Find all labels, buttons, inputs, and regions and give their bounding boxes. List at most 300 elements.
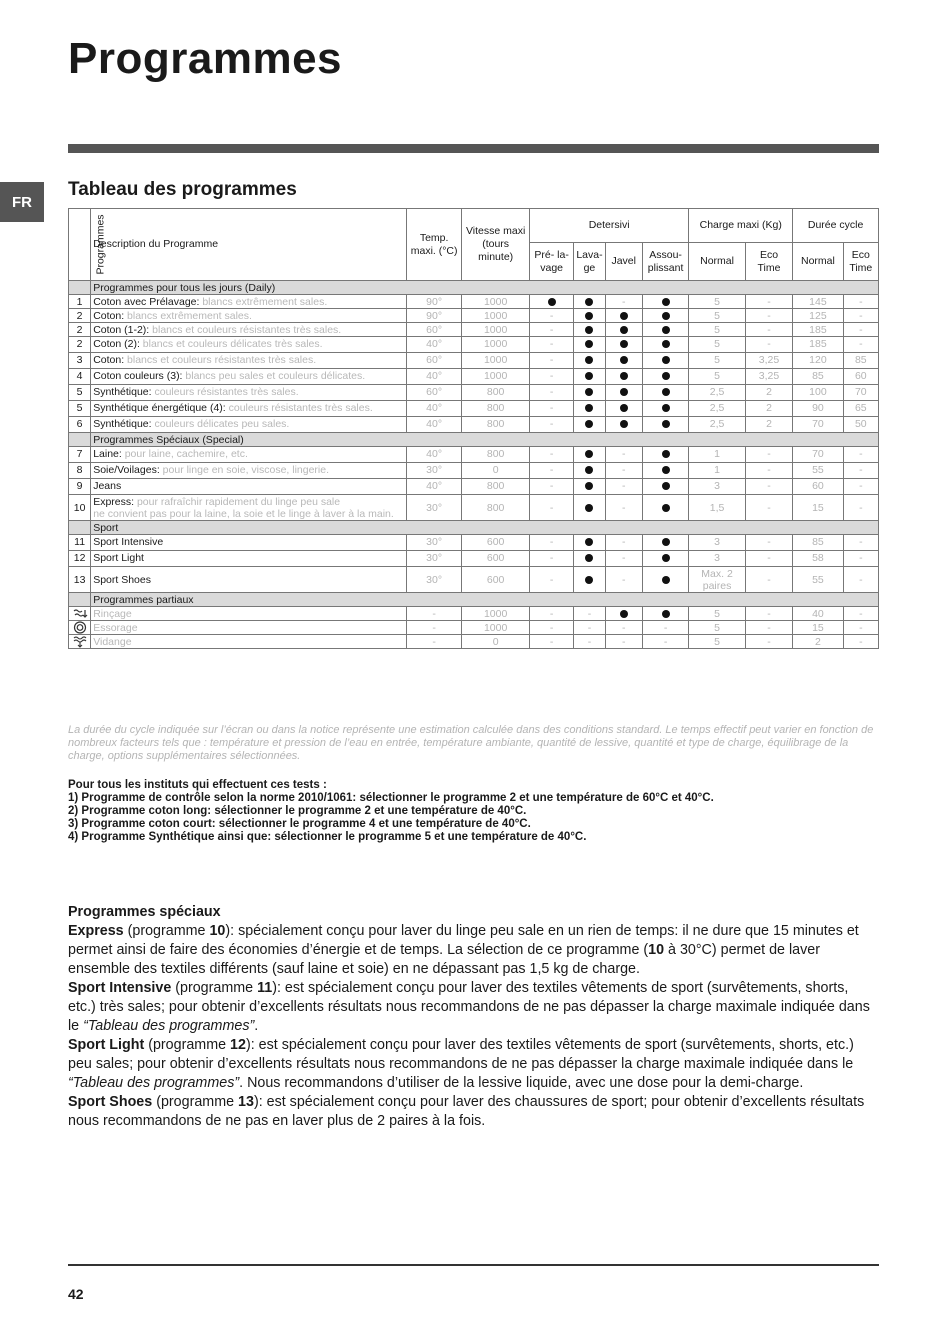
duree-eco-cell: 60 <box>843 369 878 385</box>
assouplissant-cell <box>642 401 688 417</box>
duree-normal-cell: 40 <box>793 607 843 621</box>
tests-block <box>68 779 879 844</box>
speed-cell: 0 <box>462 463 530 479</box>
duree-normal-cell: 185 <box>793 337 843 353</box>
duree-normal-cell: 15 <box>793 495 843 521</box>
program-number: 6 <box>69 417 91 433</box>
program-detail: blancs extrêmement sales. <box>202 295 328 308</box>
assouplissant-cell <box>642 479 688 495</box>
bullet-icon <box>620 356 628 364</box>
program-name: Coton: <box>93 354 125 366</box>
bullet-icon <box>585 450 593 458</box>
duree-eco-cell: 70 <box>843 385 878 401</box>
temp-cell: 30° <box>406 463 461 479</box>
program-number: 2 <box>69 337 91 353</box>
javel-cell: - <box>605 567 642 593</box>
charge-normal-header: Normal <box>689 243 745 281</box>
javel-cell: - <box>605 621 642 635</box>
program-name: Coton avec Prélavage: <box>93 295 200 308</box>
bullet-icon <box>585 420 593 428</box>
charge-line: paires <box>702 579 732 592</box>
bullet-icon <box>662 554 670 562</box>
lavage-cell <box>574 323 605 337</box>
table-row <box>69 479 879 495</box>
duree-normal-cell: 85 <box>793 535 843 551</box>
table-row <box>69 447 879 463</box>
charge-normal-cell: 2,5 <box>689 385 745 401</box>
duree-eco-cell: 85 <box>843 353 878 369</box>
programmes-header: Programmes <box>69 209 91 281</box>
javel-cell: - <box>605 495 642 521</box>
programmes-table <box>68 208 879 649</box>
special-programs <box>68 903 880 1131</box>
temp-header: Temp. maxi. (°C) <box>406 209 461 281</box>
table-row <box>69 463 879 479</box>
bullet-icon <box>585 504 593 512</box>
temp-cell: 60° <box>406 385 461 401</box>
prelavage-cell: - <box>529 369 573 385</box>
program-description <box>91 385 407 401</box>
program-detail: couleurs résistantes très sales. <box>228 402 373 414</box>
charge-normal-cell: 2,5 <box>689 401 745 417</box>
speed-cell: 800 <box>462 447 530 463</box>
assouplissant-cell <box>642 551 688 567</box>
charge-normal-cell: 5 <box>689 635 745 649</box>
program-name: Express: <box>93 495 135 508</box>
program-description <box>91 551 407 567</box>
program-detail: ne convient pas pour la laine, la soie et le linge à laver à la main. <box>93 507 394 520</box>
program-detail: couleurs résistantes très sales. <box>154 386 299 398</box>
program-name: Laine: <box>93 448 122 460</box>
prelavage-cell: - <box>529 323 573 337</box>
table-row <box>69 309 879 323</box>
description-header: Description du Programme <box>91 209 407 281</box>
assouplissant-cell <box>642 337 688 353</box>
temp-cell: 30° <box>406 495 461 521</box>
duree-eco-cell: 65 <box>843 401 878 417</box>
charge-normal-cell: 1,5 <box>689 495 745 521</box>
assouplissant-cell <box>642 295 688 309</box>
duree-normal-cell: 145 <box>793 295 843 309</box>
charge-eco-cell: 2 <box>745 401 792 417</box>
test-item: 2) Programme coton long: sélectionner le programme 2 et une température de 40°C. <box>68 805 527 817</box>
bullet-icon <box>620 420 628 428</box>
duree-eco-cell: - <box>843 447 878 463</box>
temp-cell: 40° <box>406 447 461 463</box>
table-row <box>69 337 879 353</box>
duree-normal-header: Normal <box>793 243 843 281</box>
table-row <box>69 567 879 593</box>
javel-cell <box>605 401 642 417</box>
duree-normal-cell: 70 <box>793 447 843 463</box>
charge-normal-cell: 3 <box>689 535 745 551</box>
charge-header: Charge maxi (Kg) <box>689 209 793 243</box>
prelavage-cell: - <box>529 479 573 495</box>
speed-header: Vitesse maxi (tours minute) <box>462 209 530 281</box>
javel-cell: - <box>605 463 642 479</box>
assouplissant-cell <box>642 535 688 551</box>
lavage-cell: - <box>574 635 605 649</box>
assouplissant-cell <box>642 607 688 621</box>
bullet-icon <box>585 466 593 474</box>
bullet-icon <box>620 388 628 396</box>
assouplissant-cell <box>642 385 688 401</box>
assouplissant-cell <box>642 463 688 479</box>
program-name: Essorage <box>91 621 407 635</box>
temp-cell: - <box>406 621 461 635</box>
bullet-icon <box>662 388 670 396</box>
duree-normal-cell: 55 <box>793 463 843 479</box>
program-name: Rinçage <box>91 607 407 621</box>
program-name: Soie/Voilages: <box>93 464 160 476</box>
speed-cell: 1000 <box>462 337 530 353</box>
program-name: Coton: <box>93 309 125 322</box>
speed-cell: 1000 <box>462 369 530 385</box>
temp-cell: 40° <box>406 337 461 353</box>
lavage-cell <box>574 369 605 385</box>
program-description <box>91 479 407 495</box>
charge-normal-cell: 5 <box>689 369 745 385</box>
assouplissant-cell <box>642 323 688 337</box>
bullet-icon <box>585 340 593 348</box>
intensive-paragraph: Sport Intensive (programme 11): est spécialement conçu pour laver des textiles vêtements de sport (survêtements, shorts, etc.) très sales; pour obtenir d’excellents résultats nous recommandons de ne pas dépasser la charge maximale indiquée dans le “Tableau des programmes”. <box>68 980 870 1034</box>
bullet-icon <box>585 482 593 490</box>
table-row <box>69 551 879 567</box>
javel-cell: - <box>605 295 642 309</box>
program-description <box>91 495 407 521</box>
tests-intro: Pour tous les instituts qui effectuent ces tests : <box>68 779 327 791</box>
program-detail: blancs et couleurs résistantes très sales. <box>127 354 317 366</box>
bullet-icon <box>662 450 670 458</box>
drain-icon <box>69 635 91 649</box>
charge-normal-cell: 3 <box>689 551 745 567</box>
temp-cell: 90° <box>406 309 461 323</box>
charge-eco-cell: - <box>745 567 792 593</box>
program-description <box>91 535 407 551</box>
language-tab: FR <box>0 182 44 222</box>
prelavage-cell: - <box>529 447 573 463</box>
duree-normal-cell: 85 <box>793 369 843 385</box>
bullet-icon <box>662 504 670 512</box>
program-number: 2 <box>69 309 91 323</box>
charge-eco-cell: 2 <box>745 417 792 433</box>
test-item: 1) Programme de contrôle selon la norme 2010/1061: sélectionner le programme 2 et une température de 60°C et 40°C. <box>68 792 714 804</box>
temp-cell: 60° <box>406 323 461 337</box>
prelavage-cell: - <box>529 385 573 401</box>
speed-cell: 1000 <box>462 353 530 369</box>
lavage-cell <box>574 417 605 433</box>
charge-normal-cell: 5 <box>689 337 745 353</box>
duree-eco-cell: - <box>843 295 878 309</box>
program-detail: blancs et couleurs résistantes très sales. <box>152 323 342 336</box>
speed-cell: 600 <box>462 567 530 593</box>
duree-normal-cell: 125 <box>793 309 843 323</box>
charge-eco-cell: - <box>745 479 792 495</box>
program-name: Coton (1-2): <box>93 323 150 336</box>
duree-eco-cell: - <box>843 337 878 353</box>
lavage-cell <box>574 535 605 551</box>
prelavage-cell: - <box>529 535 573 551</box>
table-row <box>69 369 879 385</box>
assouplissant-cell <box>642 567 688 593</box>
bullet-icon <box>585 554 593 562</box>
charge-normal-cell: 5 <box>689 607 745 621</box>
bullet-icon <box>585 372 593 380</box>
assouplissant-cell <box>642 369 688 385</box>
shoes-paragraph: Sport Shoes (programme 13): est spécialement conçu pour laver des chaussures de sport; pour obtenir d’excellents résultats nous recommandons de ne pas en laver plus de 2 paires à la fois. <box>68 1094 865 1129</box>
program-number: 12 <box>69 551 91 567</box>
bullet-icon <box>662 372 670 380</box>
speed-cell: 800 <box>462 417 530 433</box>
assouplissant-cell: - <box>642 621 688 635</box>
section-daily: Programmes pour tous les jours (Daily) <box>91 281 879 295</box>
charge-normal-cell: 2,5 <box>689 417 745 433</box>
javel-cell <box>605 323 642 337</box>
duree-eco-header: Eco Time <box>843 243 878 281</box>
program-number: 13 <box>69 567 91 593</box>
duree-normal-cell: 60 <box>793 479 843 495</box>
section-title: Tableau des programmes <box>68 179 297 200</box>
section-partial: Programmes partiaux <box>91 593 879 607</box>
charge-eco-cell: - <box>745 535 792 551</box>
bullet-icon <box>585 312 593 320</box>
speed-cell: 1000 <box>462 607 530 621</box>
duree-normal-cell: 70 <box>793 417 843 433</box>
temp-cell: - <box>406 607 461 621</box>
javel-cell: - <box>605 551 642 567</box>
bullet-icon <box>662 482 670 490</box>
prelavage-cell: - <box>529 635 573 649</box>
charge-normal-cell: 5 <box>689 309 745 323</box>
duree-normal-cell: 15 <box>793 621 843 635</box>
program-detail: pour laine, cachemire, etc. <box>124 448 248 460</box>
prelavage-cell: - <box>529 309 573 323</box>
prelavage-header: Pré- la- vage <box>529 243 573 281</box>
charge-normal-cell: 3 <box>689 479 745 495</box>
program-name: Sport Shoes <box>91 567 407 593</box>
test-item: 3) Programme coton court: sélectionner le programme 4 et une température de 40°C. <box>68 818 531 830</box>
spin-icon <box>69 621 91 635</box>
charge-eco-cell: 3,25 <box>745 353 792 369</box>
charge-eco-cell: - <box>745 447 792 463</box>
charge-normal-cell: 1 <box>689 463 745 479</box>
program-number: 4 <box>69 369 91 385</box>
test-item: 4) Programme Synthétique ainsi que: sélectionner le programme 5 et une température de 40°C. <box>68 831 587 843</box>
program-number: 3 <box>69 353 91 369</box>
program-name: Coton (2): <box>93 338 140 350</box>
charge-eco-cell: - <box>745 309 792 323</box>
bullet-icon <box>662 576 670 584</box>
speed-cell: 0 <box>462 635 530 649</box>
javel-cell <box>605 607 642 621</box>
duree-eco-cell: - <box>843 535 878 551</box>
prelavage-cell: - <box>529 567 573 593</box>
duree-eco-cell: - <box>843 621 878 635</box>
program-description <box>91 463 407 479</box>
speed-cell: 1000 <box>462 295 530 309</box>
bullet-icon <box>548 298 556 306</box>
section-special: Programmes Spéciaux (Special) <box>91 433 879 447</box>
charge-eco-cell: 2 <box>745 385 792 401</box>
javel-cell <box>605 337 642 353</box>
program-detail: blancs extrêmement sales. <box>127 309 252 322</box>
lavage-cell <box>574 401 605 417</box>
duree-eco-cell: 50 <box>843 417 878 433</box>
program-name: Sport Light <box>93 552 144 564</box>
table-row <box>69 323 879 337</box>
charge-normal-cell: 5 <box>689 353 745 369</box>
prelavage-cell: - <box>529 463 573 479</box>
duree-normal-cell: 2 <box>793 635 843 649</box>
duree-normal-cell: 100 <box>793 385 843 401</box>
bullet-icon <box>662 312 670 320</box>
program-number: 5 <box>69 385 91 401</box>
assouplissant-cell <box>642 353 688 369</box>
program-number: 5 <box>69 401 91 417</box>
charge-eco-cell: - <box>745 551 792 567</box>
duree-normal-cell: 185 <box>793 323 843 337</box>
bullet-icon <box>620 326 628 334</box>
program-description <box>91 295 407 309</box>
table-row <box>69 353 879 369</box>
temp-cell: 60° <box>406 353 461 369</box>
javel-cell <box>605 385 642 401</box>
bullet-icon <box>620 372 628 380</box>
lavage-cell <box>574 295 605 309</box>
charge-normal-cell <box>689 567 745 593</box>
javel-cell: - <box>605 535 642 551</box>
program-detail: blancs peu sales et couleurs délicates. <box>185 370 366 382</box>
speed-cell: 1000 <box>462 323 530 337</box>
table-row <box>69 401 879 417</box>
bullet-icon <box>620 340 628 348</box>
bullet-icon <box>585 538 593 546</box>
program-description <box>91 401 407 417</box>
lavage-cell <box>574 551 605 567</box>
program-name: Synthétique: <box>93 386 152 398</box>
javel-cell <box>605 353 642 369</box>
title-rule <box>68 144 879 153</box>
speed-cell: 800 <box>462 385 530 401</box>
prelavage-cell <box>529 295 573 309</box>
rinse-icon <box>69 607 91 621</box>
table-row <box>69 635 879 649</box>
table-row <box>69 607 879 621</box>
table-row <box>69 417 879 433</box>
prelavage-cell: - <box>529 551 573 567</box>
footer-rule <box>68 1264 879 1266</box>
assouplissant-cell: - <box>642 635 688 649</box>
bullet-icon <box>620 404 628 412</box>
javel-cell <box>605 309 642 323</box>
program-detail: pour linge en soie, viscose, lingerie. <box>162 464 330 476</box>
duree-normal-cell: 90 <box>793 401 843 417</box>
assouplissant-cell <box>642 417 688 433</box>
light-paragraph: Sport Light (programme 12): est spécialement conçu pour laver des textiles vêtements de sport (survêtements, shorts, etc.) peu sales; pour obtenir d’excellents résultats nous recommandons de ne pas dépasser la charge maximale indiquée dans le “Tableau des programmes”. Nous recommandons d’utiliser de la lessive liquide, avec une dose pour la demi-charge. <box>68 1037 854 1091</box>
prelavage-cell: - <box>529 401 573 417</box>
bullet-icon <box>662 326 670 334</box>
program-number: 7 <box>69 447 91 463</box>
charge-eco-cell: - <box>745 495 792 521</box>
prelavage-cell: - <box>529 417 573 433</box>
charge-normal-cell: 5 <box>689 323 745 337</box>
table-row <box>69 295 879 309</box>
duree-normal-cell: 58 <box>793 551 843 567</box>
bullet-icon <box>662 420 670 428</box>
special-programs-title: Programmes spéciaux <box>68 904 221 920</box>
charge-normal-cell: 1 <box>689 447 745 463</box>
bullet-icon <box>585 576 593 584</box>
program-description <box>91 447 407 463</box>
table-row <box>69 621 879 635</box>
temp-cell: 90° <box>406 295 461 309</box>
program-name: Synthétique énergétique (4): <box>93 402 226 414</box>
lavage-cell <box>574 385 605 401</box>
page-title: Programmes <box>68 34 343 83</box>
charge-normal-cell: 5 <box>689 295 745 309</box>
lavage-cell <box>574 567 605 593</box>
assouplissant-cell <box>642 447 688 463</box>
bullet-icon <box>620 610 628 618</box>
program-number: 1 <box>69 295 91 309</box>
program-number: 2 <box>69 323 91 337</box>
lavage-cell <box>574 495 605 521</box>
program-name: Synthétique: <box>93 418 152 430</box>
javel-cell: - <box>605 635 642 649</box>
speed-cell: 1000 <box>462 309 530 323</box>
prelavage-cell: - <box>529 353 573 369</box>
prelavage-cell: - <box>529 607 573 621</box>
duree-normal-cell: 55 <box>793 567 843 593</box>
charge-eco-cell: - <box>745 621 792 635</box>
javel-header: Javel <box>605 243 642 281</box>
lavage-header: Lava- ge <box>574 243 605 281</box>
lavage-cell: - <box>574 607 605 621</box>
lavage-cell <box>574 463 605 479</box>
program-number: 11 <box>69 535 91 551</box>
program-number: 9 <box>69 479 91 495</box>
program-description <box>91 353 407 369</box>
charge-eco-cell: - <box>745 463 792 479</box>
prelavage-cell: - <box>529 337 573 353</box>
assouplissant-cell <box>642 495 688 521</box>
speed-cell: 800 <box>462 401 530 417</box>
javel-cell: - <box>605 479 642 495</box>
duree-eco-cell: - <box>843 495 878 521</box>
bullet-icon <box>662 538 670 546</box>
duree-normal-cell: 120 <box>793 353 843 369</box>
duree-eco-cell: - <box>843 463 878 479</box>
bullet-icon <box>585 326 593 334</box>
lavage-cell <box>574 447 605 463</box>
table-row <box>69 385 879 401</box>
program-description <box>91 369 407 385</box>
temp-cell: 40° <box>406 369 461 385</box>
bullet-icon <box>662 466 670 474</box>
detersivi-header: Detersivi <box>529 209 688 243</box>
assouplissant-cell <box>642 309 688 323</box>
charge-eco-cell: - <box>745 337 792 353</box>
javel-cell: - <box>605 447 642 463</box>
program-name: Jeans <box>93 480 122 492</box>
bullet-icon <box>585 356 593 364</box>
speed-cell: 600 <box>462 551 530 567</box>
program-detail: pour rafraîchir rapidement du linge peu sale <box>136 495 341 508</box>
program-detail: blancs et couleurs délicates très sales. <box>142 338 323 350</box>
bullet-icon <box>662 610 670 618</box>
page-number: 42 <box>68 1286 84 1302</box>
lavage-cell <box>574 479 605 495</box>
